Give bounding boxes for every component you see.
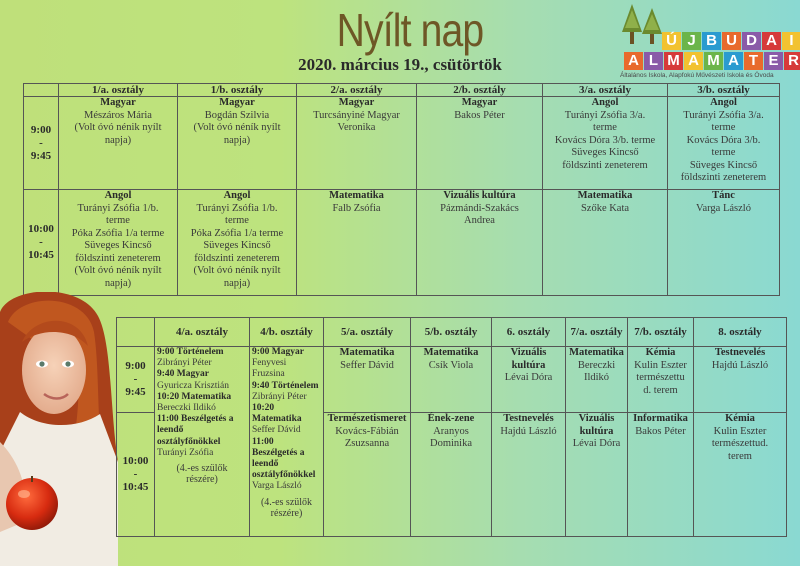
subject-label: Angol [710,97,737,108]
teacher-text: Mészáros Mária [84,109,152,121]
schedule-cell [492,413,566,537]
schedule-cell [668,190,780,296]
time-text: 10:45 [122,481,149,493]
teacher-text: Kovács Dóra 3/b. [686,134,761,146]
subject-label: Testnevelés [503,413,554,424]
table-row [24,190,780,296]
logo-letter: A [724,52,743,70]
schedule-table-upper-grades [116,317,787,537]
teacher-text: Bakos Péter [635,425,686,437]
teacher-text: terme [711,122,736,133]
schedule-cell [694,413,787,537]
subject-label: Magyar [100,97,136,108]
time-cell [24,190,59,296]
teacher-text: Pázmándi-Szakács [440,202,519,214]
teacher-text: Süveges Kincső [203,240,271,251]
subject-label: Matematika [577,190,633,201]
teacher-text: Kovács Dóra 3/b. terme [554,134,656,146]
time-text: - [39,236,43,248]
subject-label: Magyar [461,97,498,108]
subject-label: Matematika [423,347,479,358]
column-header: 5/b. osztály [411,318,492,347]
logo-letter: A [684,52,703,70]
schedule-cell [411,347,492,413]
schedule-cell [668,97,780,190]
subject-label: Matematika [569,347,624,358]
logo-letter: Ú [662,32,681,50]
teacher-text: Szőke Kata [580,202,630,214]
schedule-cell [628,347,694,413]
note-line: (4.-es szülők [260,496,313,508]
logo-letter: D [742,32,761,50]
logo-letter: E [764,52,783,70]
teacher-text: (Volt óvó néník nyílt [193,122,281,133]
logo-letter: B [702,32,721,50]
subject-label: Angol [223,190,251,201]
parents-note [157,463,247,485]
teacher-text: Süveges Kincső [84,240,152,251]
table-row [117,347,787,413]
teacher-text: terme [106,215,130,226]
teacher-text: (Volt óvó néník nyílt [74,265,162,276]
teacher-text: Lévai Dóra [504,372,553,383]
schedule-cell [178,190,297,296]
logo-letter: L [644,52,663,70]
schedule-cell [417,97,543,190]
teacher-text: terme [593,122,617,133]
subject-label: Vizuális kultúra [443,190,516,201]
column-header: 2/a. osztály [297,84,417,97]
note-line: részére) [186,474,218,486]
subject-label: Magyar [338,97,375,108]
subject-label: Vizuális kultúra [578,413,615,437]
teacher-text: természettud. [711,438,769,449]
subject-label: Testnevelés [714,347,766,358]
teacher-text: terme [711,147,736,158]
teacher-text: Bakos Péter [454,109,505,121]
time-cell [24,97,59,190]
subject-label: Kémia [645,347,676,358]
schedule-cell [628,413,694,537]
session-title: 10:20 Matematika [157,391,232,402]
corner-cell [117,318,155,347]
schedule-cell [297,190,417,296]
schedule-cell [566,413,628,537]
time-text: 9:00 [30,123,52,136]
column-header: 3/a. osztály [543,84,668,97]
school-logo [618,2,800,82]
teacher-text: természettu [636,372,685,383]
column-header: 8. osztály [694,318,787,347]
teacher-text: Hajdú László [500,425,557,437]
teacher-text: terme [225,215,249,226]
subject-label: Matematika [329,190,384,201]
logo-letter: M [664,52,683,70]
session-teacher: Gyuricza Krisztián [157,380,230,391]
subject-label: Informatika [633,413,688,424]
teacher-text: földszinti zeneterem [194,252,280,264]
logo-letter: A [624,52,643,70]
schedule-cell [417,190,543,296]
teacher-text: földszinti zeneterem [562,159,648,171]
class-4b-schedule-cell [250,347,324,537]
session-teacher: Fenyvesi Fruzsina [252,358,287,380]
subject-label: Tánc [712,190,735,201]
teacher-text: napja) [104,134,132,146]
schedule-cell [324,347,411,413]
column-header: 4/b. osztály [250,318,324,347]
session-teacher: Zibrányi Péter [252,391,307,402]
schedule-cell [566,347,628,413]
girl-with-apple-photo [0,292,125,566]
corner-cell [24,84,59,97]
teacher-text: Dominika [430,438,472,449]
page-title: Nyílt nap [336,4,484,56]
schedule-cell [411,413,492,537]
column-header: 1/a. osztály [59,84,178,97]
time-cell [117,347,155,413]
schedule-cell [324,413,411,537]
logo-line-2 [624,52,800,70]
logo-letter: T [744,52,763,70]
teacher-text: Bereczki [577,359,616,371]
subject-label: Természetismeret [327,413,407,424]
table-row [24,97,780,190]
time-text: - [39,136,43,149]
teacher-text: Zsuzsanna [344,438,390,449]
teacher-text: napja) [223,277,251,289]
column-header: 4/a. osztály [155,318,250,347]
time-text: - [133,468,138,480]
teacher-text: Varga László [696,202,751,214]
session-title: 9:40 Magyar [157,369,209,380]
table-header-row [117,318,787,347]
teacher-text: földszinti zeneterem [680,172,767,183]
teacher-text: Póka Zsófia 1/a terme [190,227,284,239]
time-text: 10:00 [28,223,54,235]
schedule-cell [543,190,668,296]
schedule-cell [59,97,178,190]
logo-letter: I [782,32,800,50]
session-title: 11:00 Beszélgetés a leendő osztályfőnökkel [252,436,316,481]
column-header: 7/a. osztály [566,318,628,347]
teacher-text: (Volt óvó néník nyílt [193,265,281,276]
teacher-text: (Volt óvó nénik nyílt [74,122,162,133]
schedule-cell [297,97,417,190]
session-title: 10:20 Matematika [252,403,302,425]
session-teacher: Turányi Zsófia [157,447,214,458]
logo-tagline: Általános Iskola, Alapfokú Művészeti Iskola és Óvoda [620,72,774,79]
subject-label: Angol [104,190,132,201]
teacher-text: Kulin Eszter [634,359,687,371]
logo-line-1 [662,32,800,50]
class-4a-schedule-cell [155,347,250,537]
teacher-text: földszinti zeneterem [75,252,161,264]
time-text: 9:00 [125,360,146,372]
time-text: 10:00 [122,455,149,467]
teacher-text: Lévai Dóra [572,438,621,449]
teacher-text: d. terem [643,384,678,396]
subject-label: Kémia [725,413,755,424]
teacher-text: Póka Zsófia 1/a terme [71,227,165,239]
teacher-text: Süveges Kincső [689,159,758,171]
teacher-text: Süveges Kincső [571,147,639,158]
schedule-cell [59,190,178,296]
teacher-text: Csík Viola [428,359,474,371]
logo-letter: M [704,52,723,70]
session-title: 9:00 Történelem [157,347,224,357]
session-title: 9:00 Magyar [252,347,304,357]
teacher-text: Kovács-Fábián [335,425,399,437]
table-header-row [24,84,780,97]
schedule-cell [492,347,566,413]
time-text: 10:45 [28,249,54,261]
session-teacher: Varga László [252,481,302,492]
parents-note [252,497,321,519]
event-date: 2020. március 19., csütörtök [298,55,502,74]
teacher-text: Seffer Dávid [340,359,394,371]
teacher-text: Turcsányiné Magyar [313,109,400,121]
column-header: 3/b. osztály [668,84,780,97]
column-header: 6. osztály [492,318,566,347]
note-line: (4.-es szülők [176,463,228,475]
logo-letter: A [762,32,781,50]
teacher-text: napja) [223,134,251,146]
time-text: - [133,373,138,385]
teacher-text: Turányi Zsófia 3/a. [683,109,764,121]
subject-label: Ének-zene [427,413,475,424]
teacher-text: terem [728,450,752,462]
logo-letter: U [722,32,741,50]
schedule-cell [694,347,787,413]
session-teacher: Bereczki Ildikó [157,403,216,414]
column-header: 5/a. osztály [324,318,411,347]
subject-label: Magyar [219,97,255,108]
schedule-table-lower-grades [23,83,780,296]
session-title: 9:40 Történelem [252,380,319,391]
note-line: részére) [270,507,303,519]
teacher-text: Turányi Zsófia 3/a. [564,109,646,121]
teacher-text: Bogdán Szilvia [204,109,270,121]
teacher-text: Hajdú László [711,359,769,371]
schedule-cell [543,97,668,190]
time-text: 9:45 [125,386,146,398]
teacher-text: Turányi Zsófia 1/b. [196,202,278,214]
time-cell [117,413,155,537]
subject-label: Vizuális kultúra [510,347,547,371]
session-title: 11:00 Beszélgetés a leendő osztályfőnökkel [157,414,234,447]
teacher-text: Kulin Eszter [713,425,767,437]
logo-letter: J [682,32,701,50]
teacher-text: Aranyos [433,425,469,437]
subject-label: Matematika [339,347,395,358]
schedule-cell [178,97,297,190]
teacher-text: Turányi Zsófia 1/b. [77,202,159,214]
column-header: 2/b. osztály [417,84,543,97]
session-teacher: Seffer Dávid [252,425,301,436]
teacher-text: Veronika [337,122,376,133]
teacher-text: napja) [104,277,132,289]
teacher-text: Andrea [464,215,495,226]
teacher-text: Falb Zsófia [332,202,381,214]
column-header: 1/b. osztály [178,84,297,97]
teacher-text: Ildikó [583,372,610,383]
logo-letter: R [784,52,800,70]
session-teacher: Zibrányi Péter [157,358,212,369]
column-header: 7/b. osztály [628,318,694,347]
subject-label: Angol [591,97,619,108]
time-text: 9:45 [30,149,52,162]
